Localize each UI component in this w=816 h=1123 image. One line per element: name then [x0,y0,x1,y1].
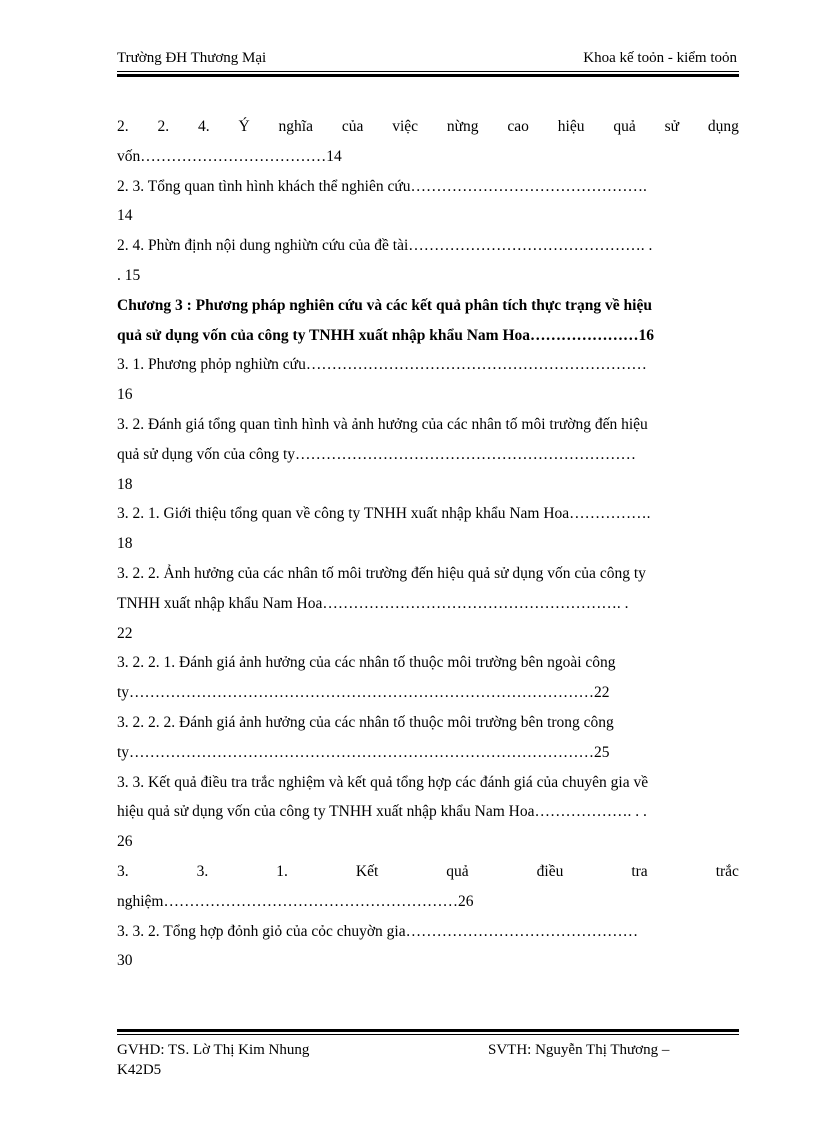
toc-page-number: 18 [117,475,133,493]
toc-line: nghiệm…………………………………………………26 [117,892,474,910]
toc-page-number: 14 [117,207,133,225]
header-faculty: Khoa kế toỏn - kiểm toỏn [583,50,737,66]
toc-word: cao [507,118,529,135]
toc-page-number: 30 [117,952,133,970]
toc-page-number: 16 [117,386,133,404]
toc-word: 2. [117,118,129,135]
header-rule-thin [117,71,739,72]
footer-class: K42D5 [117,1062,162,1078]
footer-rule-thick [117,1029,739,1032]
toc-line: 3. 2. Đánh giá tổng quan tình hình và ảnh hưởng của các nhân tố môi trường đến hiệu [117,415,648,433]
toc-word: 4. [197,118,210,135]
toc-word: hiệu [557,118,585,135]
page-header [117,50,739,70]
toc-word: việc [392,118,419,135]
toc-word: trắc [715,862,739,880]
toc-line: 3. 3. Kết quả điều tra trắc nghiệm và kết quả tổng hợp các đánh giá của chuyên gia về [117,773,649,791]
toc-word: quả [613,118,636,135]
toc-chapter-heading: quả sử dụng vốn của công ty TNHH xuất nhập khẩu Nam Hoa…………………16 [117,326,654,344]
header-rule-thick [117,74,739,77]
toc-line: 3. 2. 1. Giới thiệu tổng quan về công ty TNHH xuất nhập khẩu Nam Hoa……………. [117,505,651,523]
toc-page-number: . 15 [117,266,141,284]
toc-line: 2. 3. Tổng quan tình hình khách thể nghiên cứu………………………………………. [117,177,647,195]
toc-line: ty………………………………………………………………………………22 [117,684,610,702]
toc-word: Kết [355,862,379,880]
toc-chapter-heading: Chương 3 : Phương pháp nghiên cứu và các kết quả phân tích thực trạng về hiệu [117,296,652,314]
toc-word: điều [536,862,564,880]
footer-rule-thin [117,1034,739,1035]
toc-line: 3. 2. 2. 2. Đánh giá ảnh hưởng của các nhân tố thuộc môi trường bên trong công [117,713,614,731]
header-university: Trường ĐH Thương Mại [117,50,267,66]
toc-page-number: 18 [117,535,133,553]
toc-word: 2. [157,118,170,135]
toc-page-number: 26 [117,833,133,851]
footer-advisor: GVHD: TS. Lờ Thị Kim Nhung [117,1042,310,1058]
toc-line: 3. 2. 2. 1. Đánh giá ảnh hưởng của các nhân tố thuộc môi trường bên ngoài công [117,654,616,672]
toc-word: sử [664,118,679,135]
toc-line: 3. 1. Phương phỏp nghiừn cứu………………………………………………………… [117,356,647,374]
toc-line: hiệu quả sử dụng vốn của công ty TNHH xuất nhập khẩu Nam Hoa………………. . . [117,803,647,821]
toc-line: 2. 4. Phừn định nội dung nghiừn cứu của đề tài………………………………………. . [117,237,653,255]
toc-word: 3. [117,862,129,880]
footer-student: SVTH: Nguyễn Thị Thương – [488,1042,670,1058]
toc-word: 3. [196,862,209,880]
toc-line-3-3-1 [117,857,739,887]
toc-word: dụng [707,118,739,135]
toc-word: tra [631,862,648,880]
toc-line: 3. 2. 2. Ảnh hưởng của các nhân tố môi trường đến hiệu quả sử dụng vốn của công ty [117,564,646,582]
toc-word: nghĩa [278,118,313,135]
toc-word: của [341,118,364,135]
toc-line: TNHH xuất nhập khẩu Nam Hoa…………………………………………………. . [117,594,629,612]
toc-line: ty………………………………………………………………………………25 [117,743,610,761]
toc-word: Ý [238,118,250,135]
toc-word: nừng [446,118,479,135]
toc-word: 1. [276,862,288,880]
toc-line: quả sử dụng vốn của công ty………………………………………………………… [117,445,637,463]
toc-word: quả [446,862,469,880]
toc-line: vốn………………………………14 [117,147,342,165]
table-of-contents [117,112,739,976]
toc-line-2-2-4 [117,112,739,142]
toc-line: 3. 3. 2. Tổng hợp đỏnh giỏ của cỏc chuyờn gia……………………………………… [117,922,639,940]
toc-page-number: 22 [117,624,133,642]
